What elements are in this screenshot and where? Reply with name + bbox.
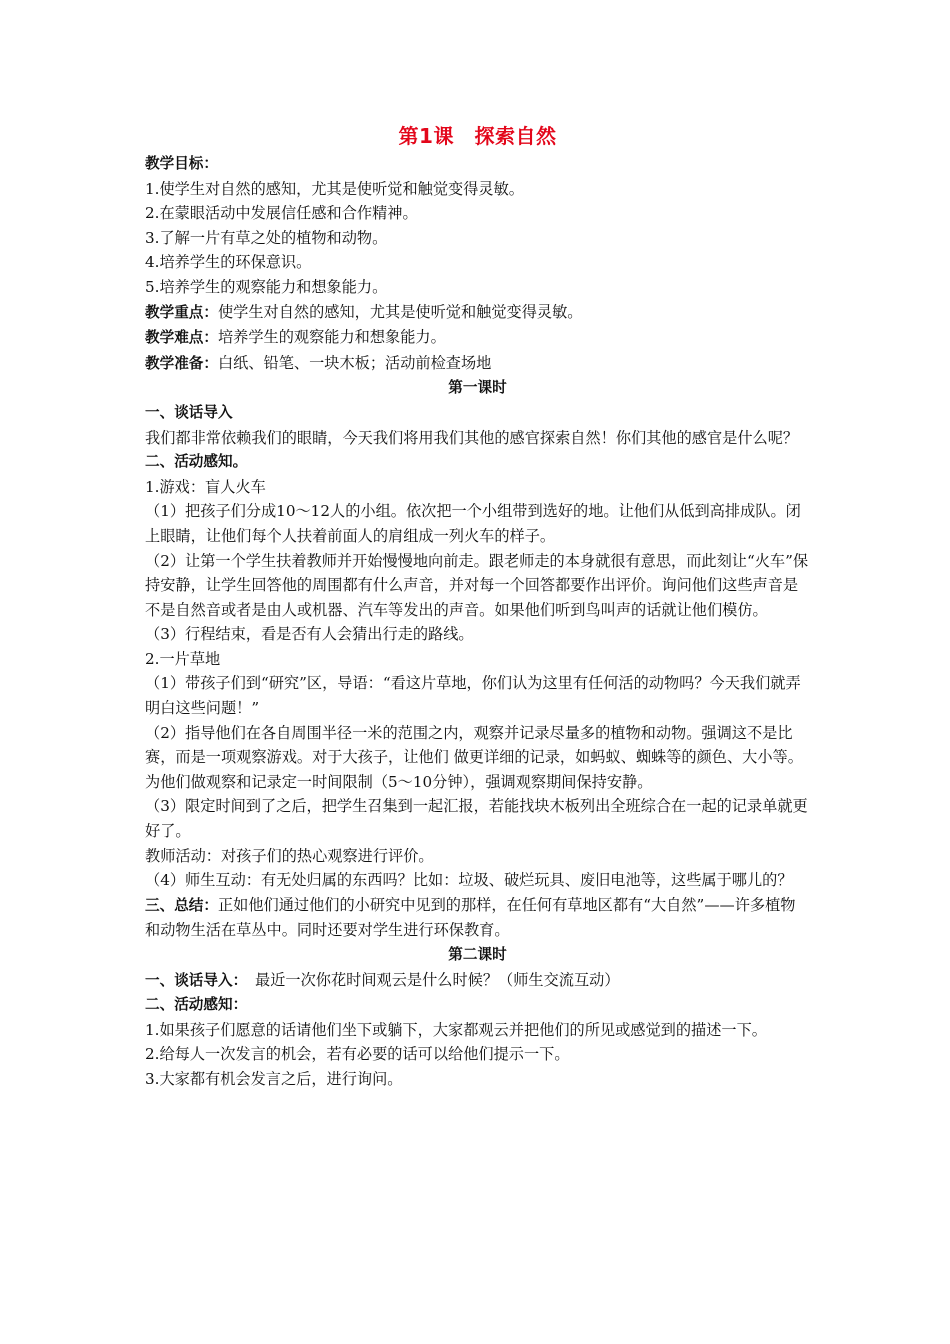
key-point	[145, 300, 810, 326]
grass-step-4: （4）师生互动：有无处归属的东西吗？比如：垃圾、破烂玩具、废旧电池等，这些属于哪儿的？	[145, 871, 793, 890]
summary	[145, 893, 810, 943]
lesson1-heading: 第一课时	[448, 379, 507, 397]
lesson1-part1-text: 我们都非常依赖我们的眼睛，今天我们将用我们其他的感官探索自然！你们其他的感官是什么呢？	[145, 428, 799, 447]
lesson2-item: 3.大家都有机会发言之后，进行询问。	[145, 1069, 403, 1088]
game-step-3: （3）行程结束，看是否有人会猜出行走的路线。	[145, 625, 474, 644]
grass-step-3: （3）限定时间到了之后，把学生召集到一起汇报，若能找块木板列出全班综合在一起的记录单就更好了。	[145, 797, 808, 841]
preparation-text: 白纸、铅笔、一块木板；活动前检查场地	[217, 353, 492, 372]
lesson2-item: 1.如果孩子们愿意的话请他们坐下或躺下，大家都观云并把他们的所见或感觉到的描述一下。	[145, 1020, 767, 1039]
document-page	[145, 120, 810, 1092]
difficulty	[145, 325, 810, 351]
objective-item: 1.使学生对自然的感知，尤其是使听觉和触觉变得灵敏。	[145, 179, 524, 198]
teacher-activity: 教师活动：对孩子们的热心观察进行评价。	[145, 846, 434, 865]
page-title: 第1课 探索自然	[398, 124, 557, 148]
objective-item: 4.培养学生的环保意识。	[145, 253, 312, 272]
lesson2-part1-text: 最近一次你花时间观云是什么时候？（师生交流互动）	[239, 970, 620, 989]
game-title: 1.游戏：盲人火车	[145, 477, 266, 496]
lesson2-heading: 第二课时	[448, 946, 507, 963]
lesson2-part2-heading: 二、活动感知：	[145, 996, 248, 1014]
lesson2-part1-label: 一、谈话导入：	[145, 971, 240, 989]
grass-title: 2.一片草地	[145, 649, 221, 668]
objective-item: 5.培养学生的观察能力和想象能力。	[145, 277, 388, 296]
grass-step-1: （1）带孩子们到“研究”区，导语：“看这片草地，你们认为这里有任何活的动物吗？今天我们就弄明白这些问题！”	[145, 674, 801, 718]
difficulty-text: 培养学生的观察能力和想象能力。	[217, 328, 446, 347]
preparation-label: 教学准备：	[145, 354, 218, 372]
summary-text: 正如他们通过他们的小研究中见到的那样，在任何有草地区都有“大自然”——许多植物和动物生活在草丛中。同时还要对学生进行环保教育。	[145, 895, 796, 940]
difficulty-label: 教学难点：	[145, 329, 218, 347]
lesson1-part2-heading: 二、活动感知。	[145, 453, 248, 471]
lesson1-part1-heading: 一、谈话导入	[145, 403, 233, 421]
lesson2-part1	[145, 968, 810, 994]
key-point-text: 使学生对自然的感知，尤其是使听觉和触觉变得灵敏。	[217, 302, 583, 321]
grass-step-2: （2）指导他们在各自周围半径一米的范围之内，观察并记录尽量多的植物和动物。强调这不是比赛，而是一项观察游戏。对于大孩子，让他们 做更详细的记录，如蚂蚁、蜘蛛等的颜色、大小等。为他们做观察和记录定一时间限制（5～10分钟），强调观察期间保持安静。	[145, 723, 803, 791]
preparation	[145, 351, 810, 377]
objective-item: 3.了解一片有草之处的植物和动物。	[145, 228, 388, 247]
lesson2-item: 2.给每人一次发言的机会，若有必要的话可以给他们提示一下。	[145, 1045, 570, 1064]
key-point-label: 教学重点：	[145, 303, 218, 321]
objectives-heading: 教学目标：	[145, 155, 218, 172]
game-step-1: （1）把孩子们分成10～12人的小组。依次把一个小组带到选好的地。让他们从低到高排成队。闭上眼睛，让他们每个人扶着前面人的肩组成一列火车的样子。	[145, 502, 801, 545]
summary-label: 三、总结：	[145, 896, 218, 914]
objective-item: 2.在蒙眼活动中发展信任感和合作精神。	[145, 204, 418, 223]
game-step-2: （2）让第一个学生扶着教师并开始慢慢地向前走。跟老师走的本身就很有意思，而此刻让“火车”保持安静，让学生回答他的周围都有什么声音，并对每一个回答都要作出评价。询问他们这些声音是不是自然音或者是由人或机器、汽车等发出的声音。如果他们听到鸟叫声的话就让他们模仿。	[145, 551, 809, 619]
